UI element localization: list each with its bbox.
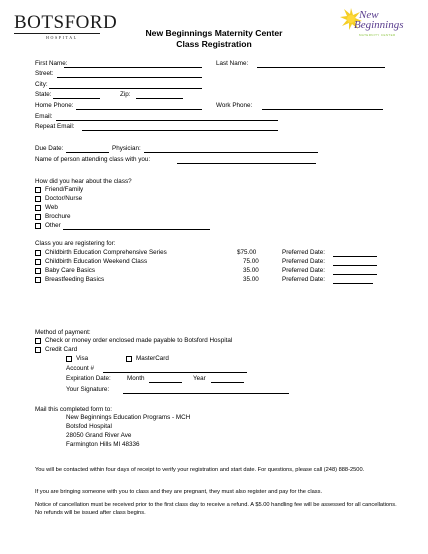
credit-card-checkbox[interactable] <box>35 347 41 353</box>
logo-text-new: New <box>359 9 379 21</box>
web-label: Web <box>45 204 58 211</box>
new-beginnings-logo <box>337 5 417 47</box>
home-phone-label: Home Phone: <box>35 102 74 109</box>
preferred-date-label: Preferred Date: <box>282 267 326 274</box>
zip-label: Zip: <box>120 91 131 98</box>
class-price-baby-care: 35.00 <box>243 267 259 274</box>
preferred-date-label: Preferred Date: <box>282 249 326 256</box>
class-checkbox-weekend[interactable] <box>35 259 41 265</box>
check-label: Check or money order enclosed made payable to Botsford Hospital <box>45 337 233 344</box>
class-price-comprehensive: $75.00 <box>237 249 257 256</box>
physician-label: Physician: <box>112 145 141 152</box>
visa-label: Visa <box>76 355 89 362</box>
first-name-field[interactable] <box>64 67 202 68</box>
credit-card-label: Credit Card <box>45 346 78 353</box>
mail-line: 28050 Grand River Ave <box>66 432 132 439</box>
visa-checkbox[interactable] <box>66 356 72 362</box>
attendee-field[interactable] <box>177 163 316 164</box>
note-pregnant-guest: If you are bringing someone with you to class and they are pregnant, they must also register and pay for the class. <box>35 489 323 495</box>
logo-subtitle: HOSPITAL <box>46 35 78 40</box>
preferred-date-label: Preferred Date: <box>282 276 326 283</box>
doctor-nurse-label: Doctor/Nurse <box>45 195 83 202</box>
note-cancellation: Notice of cancellation must be received prior to the first class day to receive a refund. A $5.00 handling fee will be assessed for all cancellations. No refunds will be issued after class begins. <box>35 502 397 516</box>
check-checkbox[interactable] <box>35 338 41 344</box>
year-label: Year <box>193 375 206 382</box>
preferred-date-field[interactable] <box>333 265 377 266</box>
street-field[interactable] <box>57 77 202 78</box>
mail-line: Farmington Hills MI 48336 <box>66 441 140 448</box>
first-name-label: First Name: <box>35 60 68 67</box>
home-phone-field[interactable] <box>76 109 202 110</box>
city-label: City: <box>35 81 48 88</box>
class-price-weekend: 75.00 <box>243 258 259 265</box>
email-field[interactable] <box>56 120 278 121</box>
doctor-nurse-checkbox[interactable] <box>35 196 41 202</box>
signature-field[interactable] <box>123 393 289 394</box>
city-field[interactable] <box>49 88 202 89</box>
class-name-breastfeeding: Breastfeeding Basics <box>45 276 105 283</box>
class-name-comprehensive: Childbirth Education Comprehensive Series <box>45 249 167 256</box>
account-field[interactable] <box>103 372 247 373</box>
class-checkbox-baby-care[interactable] <box>35 268 41 274</box>
work-phone-field[interactable] <box>262 109 383 110</box>
mastercard-checkbox[interactable] <box>126 356 132 362</box>
botsford-hospital-logo <box>14 13 118 43</box>
month-field[interactable] <box>149 382 182 383</box>
work-phone-label: Work Phone: <box>216 102 253 109</box>
last-name-field[interactable] <box>257 67 385 68</box>
note-contact: You will be contacted within four days of receipt to verify your registration and start date. For questions, please call (248) 888-2500. <box>35 467 365 473</box>
class-checkbox-breastfeeding[interactable] <box>35 277 41 283</box>
hear-question: How did you hear about the class? <box>35 178 132 185</box>
account-label: Account # <box>66 365 95 372</box>
preferred-date-field[interactable] <box>333 256 377 257</box>
class-name-weekend: Childbirth Education Weekend Class <box>45 258 148 265</box>
friend-family-label: Friend/Family <box>45 186 84 193</box>
preferred-date-field[interactable] <box>333 274 377 275</box>
repeat-email-field[interactable] <box>82 130 278 131</box>
attendee-label: Name of person attending class with you: <box>35 156 151 163</box>
expiration-label: Expiration Date: <box>66 375 111 382</box>
preferred-date-field[interactable] <box>333 283 373 284</box>
repeat-email-label: Repeat Email: <box>35 123 75 130</box>
year-field[interactable] <box>211 382 244 383</box>
logo-text-sub: MATERNITY CENTER <box>359 33 396 37</box>
due-date-field[interactable] <box>66 152 109 153</box>
other-field[interactable] <box>63 229 210 230</box>
page-subtitle: Class Registration <box>176 39 252 49</box>
class-checkbox-comprehensive[interactable] <box>35 250 41 256</box>
state-field[interactable] <box>53 98 100 99</box>
logo-wordmark: BOTSFORD <box>14 12 118 33</box>
mail-heading: Mail this completed form to: <box>35 406 112 413</box>
email-label: Email: <box>35 113 53 120</box>
state-label: State: <box>35 91 52 98</box>
class-name-baby-care: Baby Care Basics <box>45 267 96 274</box>
preferred-date-label: Preferred Date: <box>282 258 326 265</box>
mastercard-label: MasterCard <box>136 355 169 362</box>
friend-family-checkbox[interactable] <box>35 187 41 193</box>
web-checkbox[interactable] <box>35 205 41 211</box>
due-date-label: Due Date: <box>35 145 64 152</box>
logo-text-beginnings: Beginnings <box>354 19 404 31</box>
signature-label: Your Signature: <box>66 386 110 393</box>
other-checkbox[interactable] <box>35 223 41 229</box>
street-label: Street: <box>35 70 54 77</box>
physician-field[interactable] <box>144 152 318 153</box>
mail-line: Botsfod Hospital <box>66 423 112 430</box>
payment-heading: Method of payment: <box>35 329 91 336</box>
zip-field[interactable] <box>136 98 183 99</box>
class-price-breastfeeding: 35.00 <box>243 276 259 283</box>
month-label: Month <box>127 375 145 382</box>
last-name-label: Last Name: <box>216 60 249 67</box>
classes-heading: Class you are registering for: <box>35 240 116 247</box>
brochure-checkbox[interactable] <box>35 214 41 220</box>
page-title: New Beginnings Maternity Center <box>145 28 283 38</box>
brochure-label: Brochure <box>45 213 71 220</box>
mail-line: New Beginnings Education Programs - MCH <box>66 414 191 421</box>
other-label: Other <box>45 222 61 229</box>
